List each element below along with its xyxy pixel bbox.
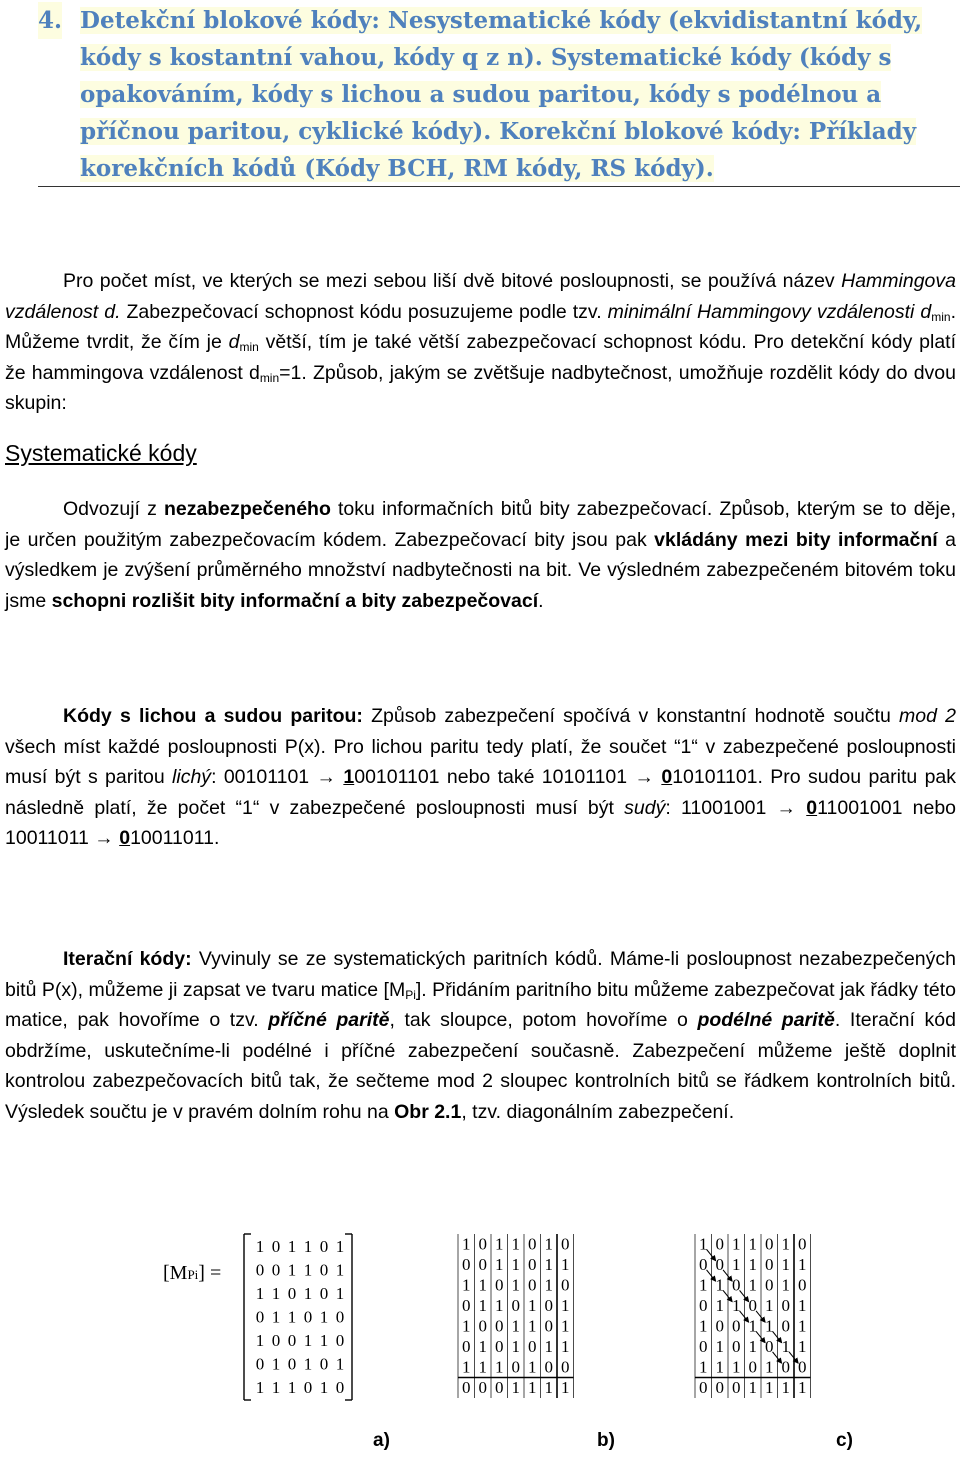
matrix-cell: 1 xyxy=(511,1255,520,1274)
matrix-cell: 0 xyxy=(511,1357,520,1377)
matrix-cell: 0 xyxy=(478,1316,487,1336)
matrix-a-cell: 1 xyxy=(303,1284,313,1303)
parity-bit-1: 1 xyxy=(343,766,355,789)
matrix-cell: 0 xyxy=(528,1234,537,1254)
systematic-bold-2: vkládány mezi bity informační xyxy=(654,528,938,551)
matrix-cell: 1 xyxy=(748,1337,757,1356)
matrix-a-cell: 0 xyxy=(335,1331,345,1350)
iteration-text-2: ]. Přidáním paritního bitu můžeme zabezpečovat jak řádky této matice, pak hovoříme o tzv. xyxy=(5,978,956,1032)
matrix-cell: 0 xyxy=(528,1337,537,1356)
parity-text-4: : 11001001 xyxy=(665,796,767,819)
matrix-cell: 1 xyxy=(798,1337,807,1356)
matrix-a-cell: 1 xyxy=(271,1354,281,1374)
intro-text-3: . Můžeme tvrdit, že čím je xyxy=(5,300,956,354)
iteration-text-4: . Iterační kód obdržíme, uskutečníme-li podélné i příčné zabezpečení současně. Zabezpečení můžeme ještě doplnit kontrolou zabezpečovacích bitů tak, že sečteme mod 2 sloupec kontrolních bitů se řádkem kontrolních bitů. Výsledek součtu je v pravém dolním rohu na xyxy=(5,1009,956,1123)
matrix-cell: 0 xyxy=(765,1255,774,1274)
systematic-paragraph xyxy=(5,494,956,616)
parity-text-3: : 00101101 xyxy=(211,766,310,789)
matrix-cell: 1 xyxy=(528,1316,537,1336)
matrix-cell: 0 xyxy=(748,1296,757,1315)
matrix-cell: 1 xyxy=(699,1234,708,1254)
matrix-cell: 1 xyxy=(715,1337,724,1356)
matrix-cell: 1 xyxy=(544,1234,553,1254)
matrix-cell: 1 xyxy=(511,1275,520,1295)
matrix-cell: 1 xyxy=(715,1296,724,1315)
iteration-text-3: , tak sloupce, potom hovoříme o xyxy=(389,1009,688,1032)
matrix-a-cell: 1 xyxy=(303,1260,313,1280)
matrix-a-cell: 0 xyxy=(255,1354,265,1374)
matrix-cell: 1 xyxy=(781,1378,790,1397)
matrix-cell: 0 xyxy=(715,1378,724,1397)
matrix-label-sub: Pi xyxy=(187,1267,199,1282)
matrix-cell: 1 xyxy=(511,1378,520,1397)
matrix-a-cell: 1 xyxy=(271,1307,281,1327)
matrix-cell: 1 xyxy=(561,1296,570,1315)
matrix-cell: 1 xyxy=(748,1378,757,1397)
matrix-cell: 1 xyxy=(765,1378,774,1397)
matrix-cell: 1 xyxy=(528,1296,537,1315)
matrix-cell: 0 xyxy=(478,1255,487,1274)
matrix-a-cell: 1 xyxy=(255,1378,265,1397)
matrix-a-cell: 1 xyxy=(255,1237,265,1256)
diagonal-arrow xyxy=(707,1249,716,1260)
matrix-cell: 1 xyxy=(781,1337,790,1356)
matrix-a-cell: 1 xyxy=(287,1378,297,1397)
matrix-cell: 1 xyxy=(462,1316,471,1336)
matrix-a-cell: 1 xyxy=(255,1284,265,1303)
longitudinal-parity-term: podélné paritě xyxy=(697,1009,835,1032)
matrix-cell: 0 xyxy=(732,1316,741,1336)
d-symbol: d xyxy=(228,331,240,354)
matrix-a-cell: 0 xyxy=(319,1237,329,1256)
parity-paragraph xyxy=(5,701,956,854)
intro-text-4: větší, tím je také větší zabezpečovací schopnost kódu. Pro detekční kódy platí že hammingova vzdálenost d xyxy=(5,331,956,384)
matrix-cell: 0 xyxy=(715,1316,724,1336)
matrix-cell: 1 xyxy=(495,1296,504,1315)
parity-bit-3: 0 xyxy=(806,796,818,819)
matrix-cell: 1 xyxy=(699,1316,708,1336)
matrix-cell: 0 xyxy=(561,1275,570,1295)
matrix-a-cell: 0 xyxy=(319,1260,329,1280)
matrix-cell: 0 xyxy=(798,1234,807,1254)
matrix-a-cell: 0 xyxy=(319,1284,329,1303)
matrix-cell: 1 xyxy=(748,1275,757,1295)
diagonal-arrow xyxy=(707,1270,716,1281)
matrix-cell: 0 xyxy=(462,1255,471,1274)
matrix-a-cell: 1 xyxy=(255,1331,265,1350)
matrix-cell: 1 xyxy=(732,1255,741,1274)
matrix-cell: 0 xyxy=(732,1275,741,1295)
matrix-a-cell: 0 xyxy=(303,1307,313,1327)
matrix-a-cell: 0 xyxy=(287,1284,297,1303)
matrix-cell: 1 xyxy=(495,1255,504,1274)
matrix-cell: 0 xyxy=(495,1275,504,1295)
matrix-label-open: [M xyxy=(163,1262,188,1284)
matrix-a-cell: 0 xyxy=(255,1307,265,1327)
matrix-a-cell: 1 xyxy=(335,1237,345,1256)
matrix-cell: 0 xyxy=(462,1337,471,1356)
matrix-cell: 1 xyxy=(781,1275,790,1295)
intro-paragraph xyxy=(5,266,956,419)
matrix-cell: 1 xyxy=(511,1316,520,1336)
matrix-a-cell: 0 xyxy=(255,1260,265,1280)
min-subscript: min xyxy=(239,340,259,355)
diagonal-arrow xyxy=(740,1311,749,1322)
matrix-cell: 0 xyxy=(765,1234,774,1254)
parity-bit-4: 0 xyxy=(119,827,131,850)
heading-divider xyxy=(38,186,960,187)
systematic-text-e: a výsledkem je zvýšení průměrného množství nadbytečnosti na bit. Ve výsledném zabezpečeném bitovém toku jsme xyxy=(5,528,957,612)
matrix-cell: 1 xyxy=(478,1275,487,1295)
heading-number: 4. xyxy=(38,2,62,39)
caption-b: b) xyxy=(597,1430,615,1451)
caption-c: c) xyxy=(836,1430,853,1451)
matrix-cell: 1 xyxy=(462,1357,471,1377)
matrix-cell: 1 xyxy=(462,1275,471,1295)
matrix-c xyxy=(692,1232,817,1407)
matrix-cell: 1 xyxy=(511,1337,520,1356)
matrix-cell: 0 xyxy=(544,1296,553,1315)
matrix-cell: 0 xyxy=(798,1357,807,1377)
intro-text-2: Zabezpečovací schopnost kódu posuzujeme podle tzv. xyxy=(126,300,602,323)
matrix-a-cell: 1 xyxy=(303,1354,313,1374)
parity-example-4: 10011011. xyxy=(130,827,220,850)
matrix-cell: 0 xyxy=(732,1337,741,1356)
matrix-a-cell: 0 xyxy=(335,1307,345,1327)
matrix-a-cell: 1 xyxy=(335,1260,345,1280)
matrix-cell: 1 xyxy=(495,1234,504,1254)
matrix-cell: 0 xyxy=(478,1234,487,1254)
matrix-cell: 1 xyxy=(495,1357,504,1377)
matrix-cell: 1 xyxy=(699,1357,708,1377)
matrix-cell: 1 xyxy=(478,1337,487,1356)
odd-term: lichý xyxy=(172,766,212,789)
matrix-cell: 0 xyxy=(699,1337,708,1356)
matrix-a-cell: 1 xyxy=(319,1331,329,1350)
section-heading xyxy=(38,2,958,187)
matrix-cell: 0 xyxy=(732,1378,741,1397)
iteration-text-5: , tzv. diagonálním zabezpečení. xyxy=(461,1100,735,1123)
arrow-icon: → xyxy=(634,766,654,789)
arrow-icon: → xyxy=(94,827,114,850)
matrix-cell: 1 xyxy=(781,1234,790,1254)
iteration-text-1: Vyvinuly se ze systematických paritních kódů. Máme-li posloupnost nezabezpečených bitů P(x), můžeme ji zapsat ve tvaru matice [M xyxy=(5,948,956,1001)
matrix-cell: 1 xyxy=(798,1316,807,1336)
iteration-paragraph xyxy=(5,944,956,1128)
matrix-cell: 1 xyxy=(765,1316,774,1336)
matrix-a-cell: 0 xyxy=(303,1378,313,1397)
systematic-bold-3: schopni rozlišit bity informační a bity zabezpečovací xyxy=(51,589,539,612)
matrix-cell: 0 xyxy=(715,1255,724,1274)
matrix-cell: 0 xyxy=(495,1316,504,1336)
matrix-a-cell: 0 xyxy=(335,1378,345,1397)
systematic-codes-title: Systematické kódy xyxy=(5,440,197,466)
matrix-cell: 1 xyxy=(781,1255,790,1274)
arrow-icon: → xyxy=(316,766,336,789)
diagonal-arrow xyxy=(740,1290,749,1301)
heading-text: Detekční blokové kódy: Nesystematické kódy (ekvidistantní kódy, kódy s kostantní vahou, kódy q z n). Systematické kódy (kódy s opakováním, kódy s lichou a sudou paritou, kódy s podélnou a příčnou paritou, cyklické kódy). Korekční blokové kódy: Příklady korekčních kódů (Kódy BCH, RM kódy, RS kódy). xyxy=(80,7,923,182)
min-subscript: min xyxy=(931,309,951,324)
matrix-cell: 1 xyxy=(561,1337,570,1356)
matrix-label-eq: ] = xyxy=(198,1262,222,1284)
matrix-cell: 0 xyxy=(495,1337,504,1356)
matrix-cell: 0 xyxy=(478,1378,487,1397)
matrix-a-cell: 0 xyxy=(271,1260,281,1280)
systematic-text-g: . xyxy=(538,589,544,612)
matrix-cell: 1 xyxy=(798,1255,807,1274)
systematic-bold-1: nezabezpečeného xyxy=(163,498,331,520)
parity-text-1: Způsob zabezpečení spočívá v konstantní hodnotě součtu xyxy=(371,705,891,727)
matrix-cell: 0 xyxy=(544,1357,553,1377)
matrix-cell: 0 xyxy=(765,1275,774,1295)
matrix-a-cell: 1 xyxy=(335,1284,345,1303)
matrix-cell: 1 xyxy=(511,1234,520,1254)
matrix-cell: 1 xyxy=(715,1357,724,1377)
matrix-cell: 1 xyxy=(544,1378,553,1397)
matrix-a-cell: 1 xyxy=(287,1260,297,1280)
matrix-cell: 1 xyxy=(528,1378,537,1397)
matrix-cell: 1 xyxy=(544,1255,553,1274)
matrix-cell: 0 xyxy=(781,1316,790,1336)
min-subscript: min xyxy=(259,370,280,385)
matrix-cell: 1 xyxy=(715,1275,724,1295)
matrix-cell: 1 xyxy=(732,1234,741,1254)
intro-text-1: Pro počet míst, ve kterých se mezi sebou liší dvě bitové posloupnosti, se používá název xyxy=(63,270,835,292)
matrix-cell: 0 xyxy=(511,1296,520,1315)
parity-bit-2: 0 xyxy=(661,766,673,789)
systematic-text-a: Odvozují z xyxy=(63,498,157,520)
diagonal-arrow xyxy=(773,1331,782,1342)
matrix-a-cell: 1 xyxy=(335,1354,345,1374)
matrix-cell: 0 xyxy=(699,1296,708,1315)
matrix-label xyxy=(163,1262,223,1292)
parity-example-2: 10101101. Pro sudou paritu pak následně platí, že počet “1“ v zabezpečené posloupnosti musí být xyxy=(5,766,957,819)
matrix-cell: 1 xyxy=(544,1275,553,1295)
hamming-distance-term: Hammingova vzdálenost d. xyxy=(5,270,956,323)
matrix-cell: 0 xyxy=(699,1378,708,1397)
matrix-a-cell: 1 xyxy=(271,1378,281,1397)
matrix-a-cell: 0 xyxy=(287,1331,297,1350)
matrix-cell: 1 xyxy=(561,1378,570,1397)
min-hamming-term: minimální Hammingovy vzdálenosti d xyxy=(607,300,932,323)
matrix-cell: 1 xyxy=(478,1296,487,1315)
arrow-icon: → xyxy=(776,796,797,819)
matrix-cell: 0 xyxy=(699,1255,708,1274)
caption-a: a) xyxy=(373,1430,390,1451)
matrix-cell: 0 xyxy=(561,1234,570,1254)
matrix-cell: 1 xyxy=(478,1357,487,1377)
matrix-cell: 0 xyxy=(462,1378,471,1397)
matrix-cell: 0 xyxy=(561,1357,570,1377)
pi-subscript: Pi xyxy=(405,987,416,1002)
matrix-a-cell: 1 xyxy=(287,1307,297,1327)
parity-example-1: 00101101 nebo také 10101101 xyxy=(354,766,628,789)
matrix-a-cell: 0 xyxy=(271,1331,281,1350)
even-term: sudý xyxy=(624,796,666,819)
parity-text-2: všech míst každé posloupnosti P(x). Pro lichou paritu tedy platí, že součet “1“ v zabezpečené posloupnosti musí být s paritou xyxy=(5,735,956,789)
matrix-a-cell: 1 xyxy=(319,1307,329,1327)
matrix-cell: 0 xyxy=(748,1357,757,1377)
matrix-cell: 0 xyxy=(765,1337,774,1356)
matrix-cell: 1 xyxy=(798,1378,807,1397)
matrix-cell: 1 xyxy=(765,1357,774,1377)
transverse-parity-term: příčné paritě xyxy=(268,1009,390,1032)
matrix-cell: 1 xyxy=(732,1357,741,1377)
diagonal-arrow xyxy=(756,1311,765,1322)
matrix-a-cell: 1 xyxy=(303,1331,313,1350)
matrix-cell: 0 xyxy=(528,1275,537,1295)
matrix-a xyxy=(240,1230,360,1405)
intro-text-5: =1. Způsob, jakým se zvětšuje nadbytečnost, umožňuje rozdělit kódy do dvou skupin: xyxy=(5,361,956,415)
matrix-cell: 0 xyxy=(462,1296,471,1315)
matrix-a-cell: 1 xyxy=(287,1237,297,1256)
matrix-cell: 1 xyxy=(699,1275,708,1295)
matrix-a-cell: 1 xyxy=(319,1378,329,1397)
matrix-a-cell: 1 xyxy=(271,1284,281,1303)
matrix-cell: 1 xyxy=(561,1255,570,1274)
matrix-cell: 0 xyxy=(781,1357,790,1377)
diagonal-arrow xyxy=(756,1331,765,1342)
diagonal-arrow xyxy=(723,1290,732,1301)
matrix-cell: 1 xyxy=(765,1296,774,1315)
matrix-cell: 0 xyxy=(544,1316,553,1336)
matrix-cell: 1 xyxy=(748,1316,757,1336)
diagonal-arrow xyxy=(773,1352,782,1363)
matrix-a-cell: 0 xyxy=(271,1237,281,1256)
mod-term: mod 2 xyxy=(899,705,956,727)
matrix-a-cell: 0 xyxy=(287,1354,297,1374)
systematic-text-c: toku informačních bitů bity zabezpečovací. Způsob, kterým se to děje, je určen použitým zabezpečovacím kódem. Zabezpečovací bity jsou pak xyxy=(5,498,957,551)
matrix-cell: 1 xyxy=(732,1296,741,1315)
matrix-cell: 1 xyxy=(748,1255,757,1274)
matrix-cell: 0 xyxy=(798,1275,807,1295)
matrix-cell: 0 xyxy=(781,1296,790,1315)
matrix-a-cell: 0 xyxy=(319,1354,329,1374)
figure-reference: Obr 2.1 xyxy=(394,1100,462,1123)
matrix-cell: 1 xyxy=(561,1316,570,1336)
matrix-cell: 0 xyxy=(495,1378,504,1397)
diagonal-arrow xyxy=(723,1270,732,1281)
parity-title: Kódy s lichou a sudou paritou: xyxy=(63,705,363,727)
matrix-b xyxy=(455,1232,580,1407)
matrix-cell: 1 xyxy=(544,1337,553,1356)
parity-example-3: 11001001 nebo 10011011 xyxy=(5,796,957,850)
matrix-cell: 1 xyxy=(798,1296,807,1315)
matrix-cell: 0 xyxy=(528,1255,537,1274)
matrix-cell: 1 xyxy=(748,1234,757,1254)
iteration-title: Iterační kódy: xyxy=(63,948,192,970)
matrix-a-cell: 1 xyxy=(303,1237,313,1256)
matrix-cell: 1 xyxy=(462,1234,471,1254)
matrix-cell: 0 xyxy=(715,1234,724,1254)
matrix-cell: 1 xyxy=(528,1357,537,1377)
